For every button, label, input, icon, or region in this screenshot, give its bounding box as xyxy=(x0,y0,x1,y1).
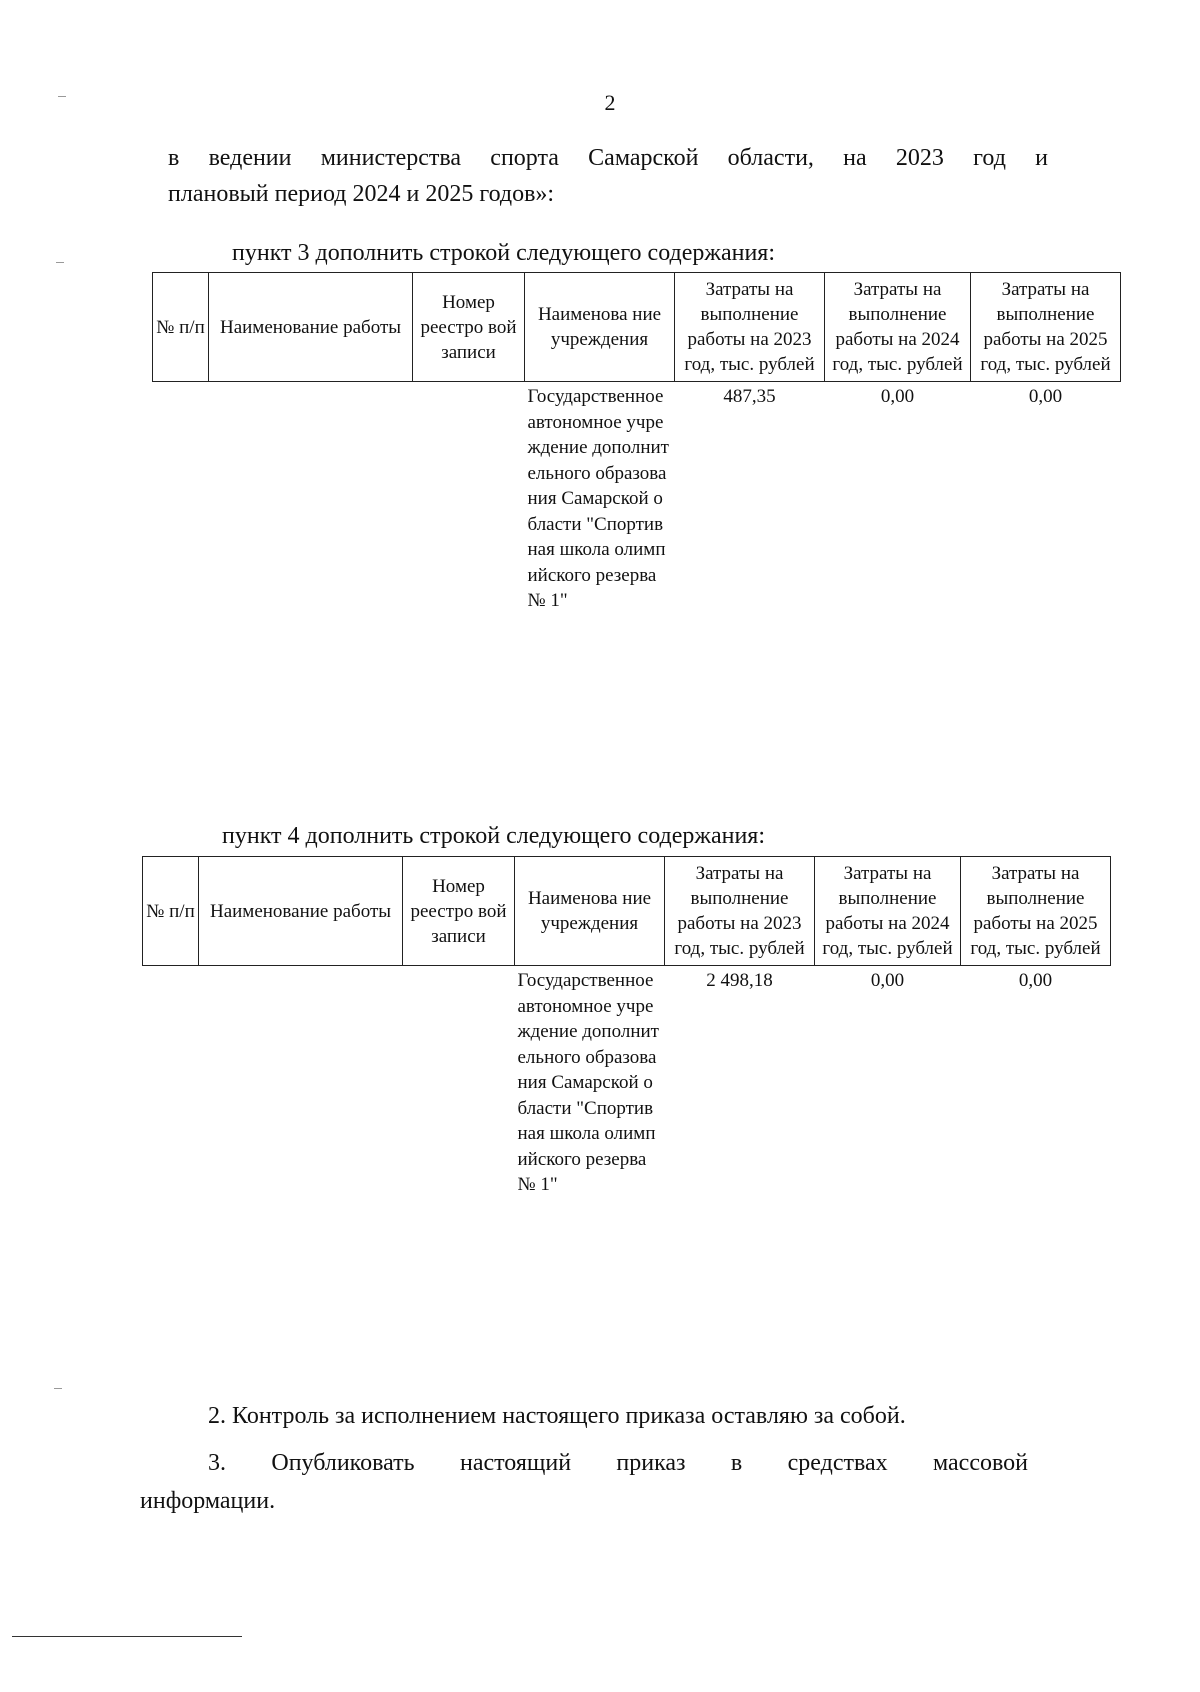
cell-cost-2025: 0,00 xyxy=(1018,970,1053,991)
header-registry: Номер реестро вой записи xyxy=(403,857,515,966)
header-cost-2024: Затраты на выполнение работы на 2024 год, тыс. рублей xyxy=(815,857,961,966)
scan-mark xyxy=(54,1388,62,1389)
header-institution: Наименова ние учреждения xyxy=(525,273,675,382)
cell-institution: Государственное автономное учреждение дополнительного образования Самарской области "Спортивная школа олимпийского резерва № 1" xyxy=(527,386,669,611)
scan-mark xyxy=(58,96,66,97)
header-cost-2025: Затраты на выполнение работы на 2025 год, тыс. рублей xyxy=(971,273,1121,382)
cell-work-name xyxy=(199,966,403,1200)
header-num: № п/п xyxy=(153,273,209,382)
item-3-line-2: информации. xyxy=(140,1488,276,1514)
intro-line-1: в ведении министерства спорта Самарской области, на 2023 год и xyxy=(168,145,1048,171)
cell-registry xyxy=(403,966,515,1200)
header-cost-2024: Затраты на выполнение работы на 2024 год, тыс. рублей xyxy=(825,273,971,382)
cell-num xyxy=(143,966,199,1200)
table-header-row xyxy=(153,273,1121,382)
footnote-separator xyxy=(12,1636,242,1637)
clause-4-heading: пункт 4 дополнить строкой следующего содержания: xyxy=(222,823,766,849)
table-row xyxy=(153,382,1121,616)
table-clause-3 xyxy=(152,272,1121,616)
intro-paragraph xyxy=(168,140,1048,212)
header-work-name: Наименование работы xyxy=(209,273,413,382)
item-2-paragraph: 2. Контроль за исполнением настоящего приказа оставляю за собой. xyxy=(208,1403,906,1429)
table-row xyxy=(143,966,1111,1200)
cell-cost-2023: 2 498,18 xyxy=(706,970,773,991)
cell-cost-2024: 0,00 xyxy=(870,970,905,991)
scan-mark xyxy=(56,262,64,263)
table-header-row xyxy=(143,857,1111,966)
page-number: 2 xyxy=(604,90,616,115)
cell-cost-2023: 487,35 xyxy=(723,386,776,407)
header-cost-2025: Затраты на выполнение работы на 2025 год, тыс. рублей xyxy=(961,857,1111,966)
cell-cost-2024: 0,00 xyxy=(880,386,915,407)
header-institution: Наименова ние учреждения xyxy=(515,857,665,966)
clause-3-heading: пункт 3 дополнить строкой следующего содержания: xyxy=(232,240,776,266)
header-registry: Номер реестро вой записи xyxy=(413,273,525,382)
cell-num xyxy=(153,382,209,616)
header-work-name: Наименование работы xyxy=(199,857,403,966)
item-3-paragraph xyxy=(140,1444,1028,1520)
table-clause-4 xyxy=(142,856,1111,1200)
header-cost-2023: Затраты на выполнение работы на 2023 год, тыс. рублей xyxy=(675,273,825,382)
cell-cost-2025: 0,00 xyxy=(1028,386,1063,407)
item-3-line-1: 3. Опубликовать настоящий приказ в средствах массовой xyxy=(208,1450,1028,1476)
header-num: № п/п xyxy=(143,857,199,966)
intro-line-2: плановый период 2024 и 2025 годов»: xyxy=(168,181,555,207)
cell-work-name xyxy=(209,382,413,616)
cell-registry xyxy=(413,382,525,616)
cell-institution: Государственное автономное учреждение дополнительного образования Самарской области "Спортивная школа олимпийского резерва № 1" xyxy=(517,970,659,1195)
header-cost-2023: Затраты на выполнение работы на 2023 год, тыс. рублей xyxy=(665,857,815,966)
